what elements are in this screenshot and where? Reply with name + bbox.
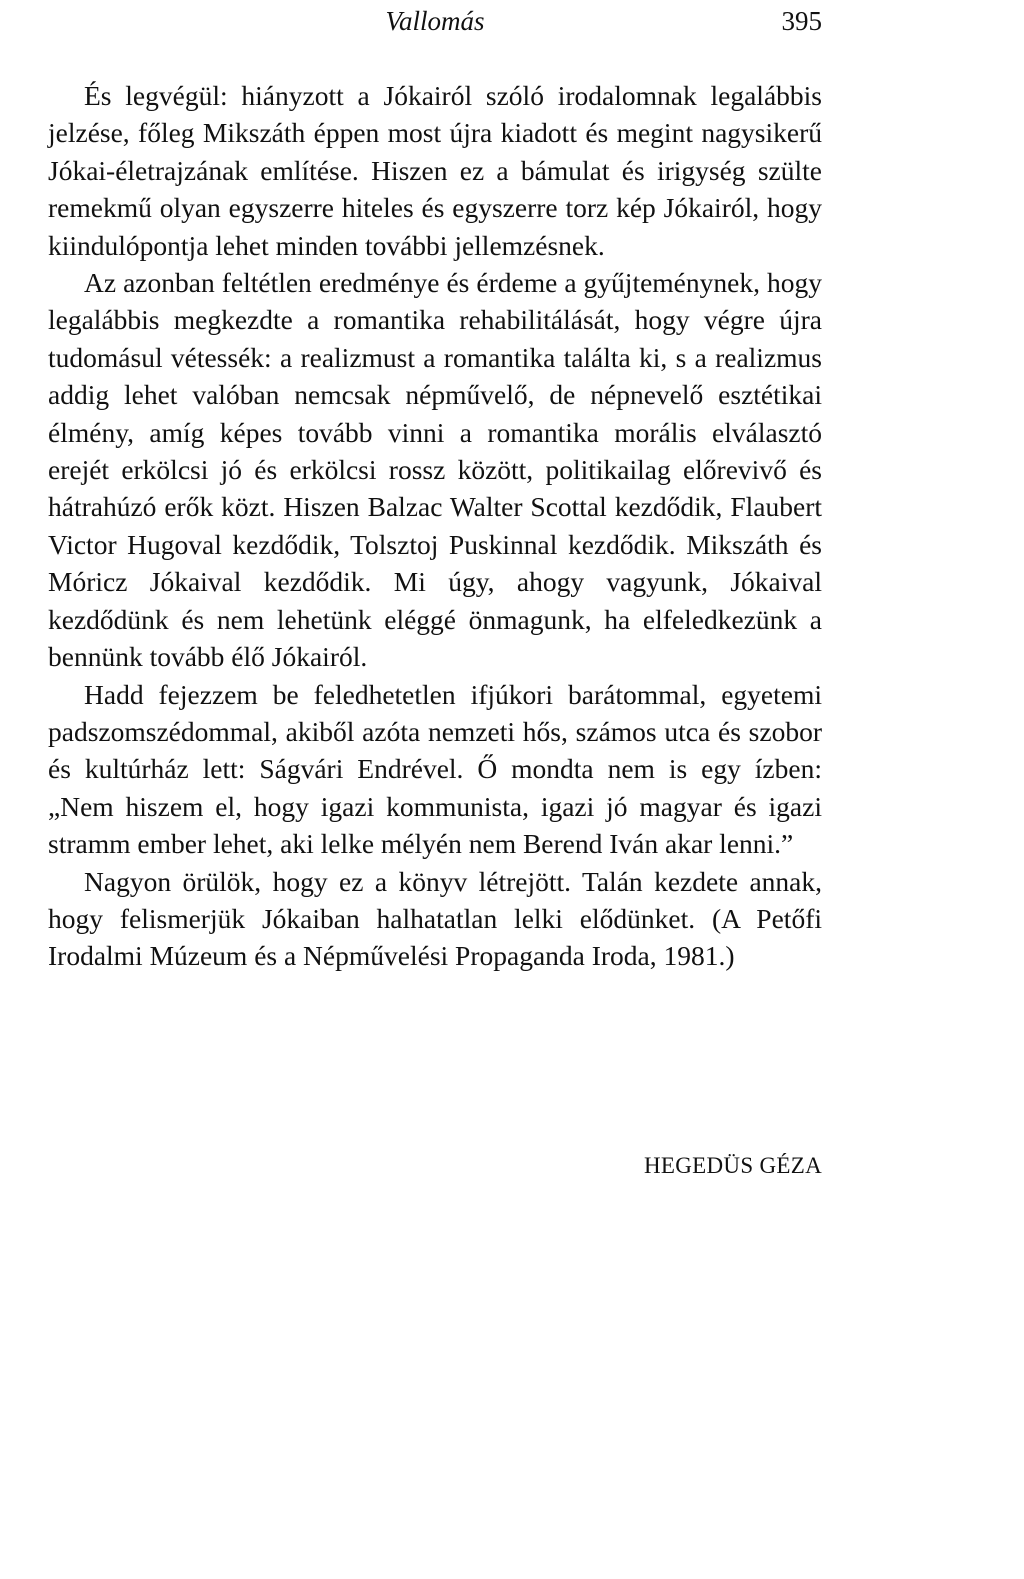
paragraph: Hadd fejezzem be feledhetetlen ifjúkori barátommal, egyetemi padszomszédommal, akiből azóta nemzeti hős, számos utca és szobor és kultúrház lett: Ságvári Endrével. Ő mondta nem is egy ízben: „Nem hiszem el, hogy igazi kommunista, igazi jó magyar és igazi stramm ember lehet, aki lelke mélyén nem Berend Iván akar lenni.”	[48, 678, 822, 860]
paragraph: És legvégül: hiányzott a Jókairól szóló irodalomnak legalábbis jelzése, főleg Mikszáth éppen most újra kiadott és megint nagysikerű Jókai-életrajzának említése. Hiszen ez a bámulat és irigység szülte remekmű olyan egyszerre hiteles és egyszerre torz kép Jókairól, hogy kiindulópontja lehet minden további jellemzésnek.	[48, 80, 822, 261]
body-text	[48, 77, 822, 975]
paragraph: Az azonban feltétlen eredménye és érdeme a gyűjteménynek, hogy legalábbis megkezdte a romantika rehabilitálását, hogy végre újra tudomásul vétessék: a realizmust a romantika találta ki, s a realizmus addig lehet valóban nemcsak népművelő, de népnevelő esztétikai élmény, amíg képes tovább vinni a romantika morális elválasztó erejét erkölcsi jó és erkölcsi rossz között, politikailag előrevivő és hátrahúzó erők közt. Hiszen Balzac Walter Scottal kezdődik, Flaubert Victor Hugoval kezdődik, Tolsztoj Puskinnal kezdődik. Mikszáth és Móricz Jókaival kezdődik. Mi úgy, ahogy vagyunk, Jókaival kezdődünk és nem lehetünk eléggé önmagunk, ha elfeledkezünk a bennünk tovább élő Jókairól.	[48, 267, 822, 673]
running-head	[48, 6, 822, 36]
paragraph: Nagyon örülök, hogy ez a könyv létrejött. Talán kezdete annak, hogy felismerjük Jókaiban halhatatlan lelki elődünket. (A Petőfi Irodalmi Múzeum és a Népművelési Propaganda Iroda, 1981.)	[48, 865, 822, 972]
running-title: Vallomás	[385, 6, 485, 36]
author-signature: HEGEDÜS GÉZA	[644, 1153, 822, 1178]
page-number: 395	[781, 6, 822, 36]
